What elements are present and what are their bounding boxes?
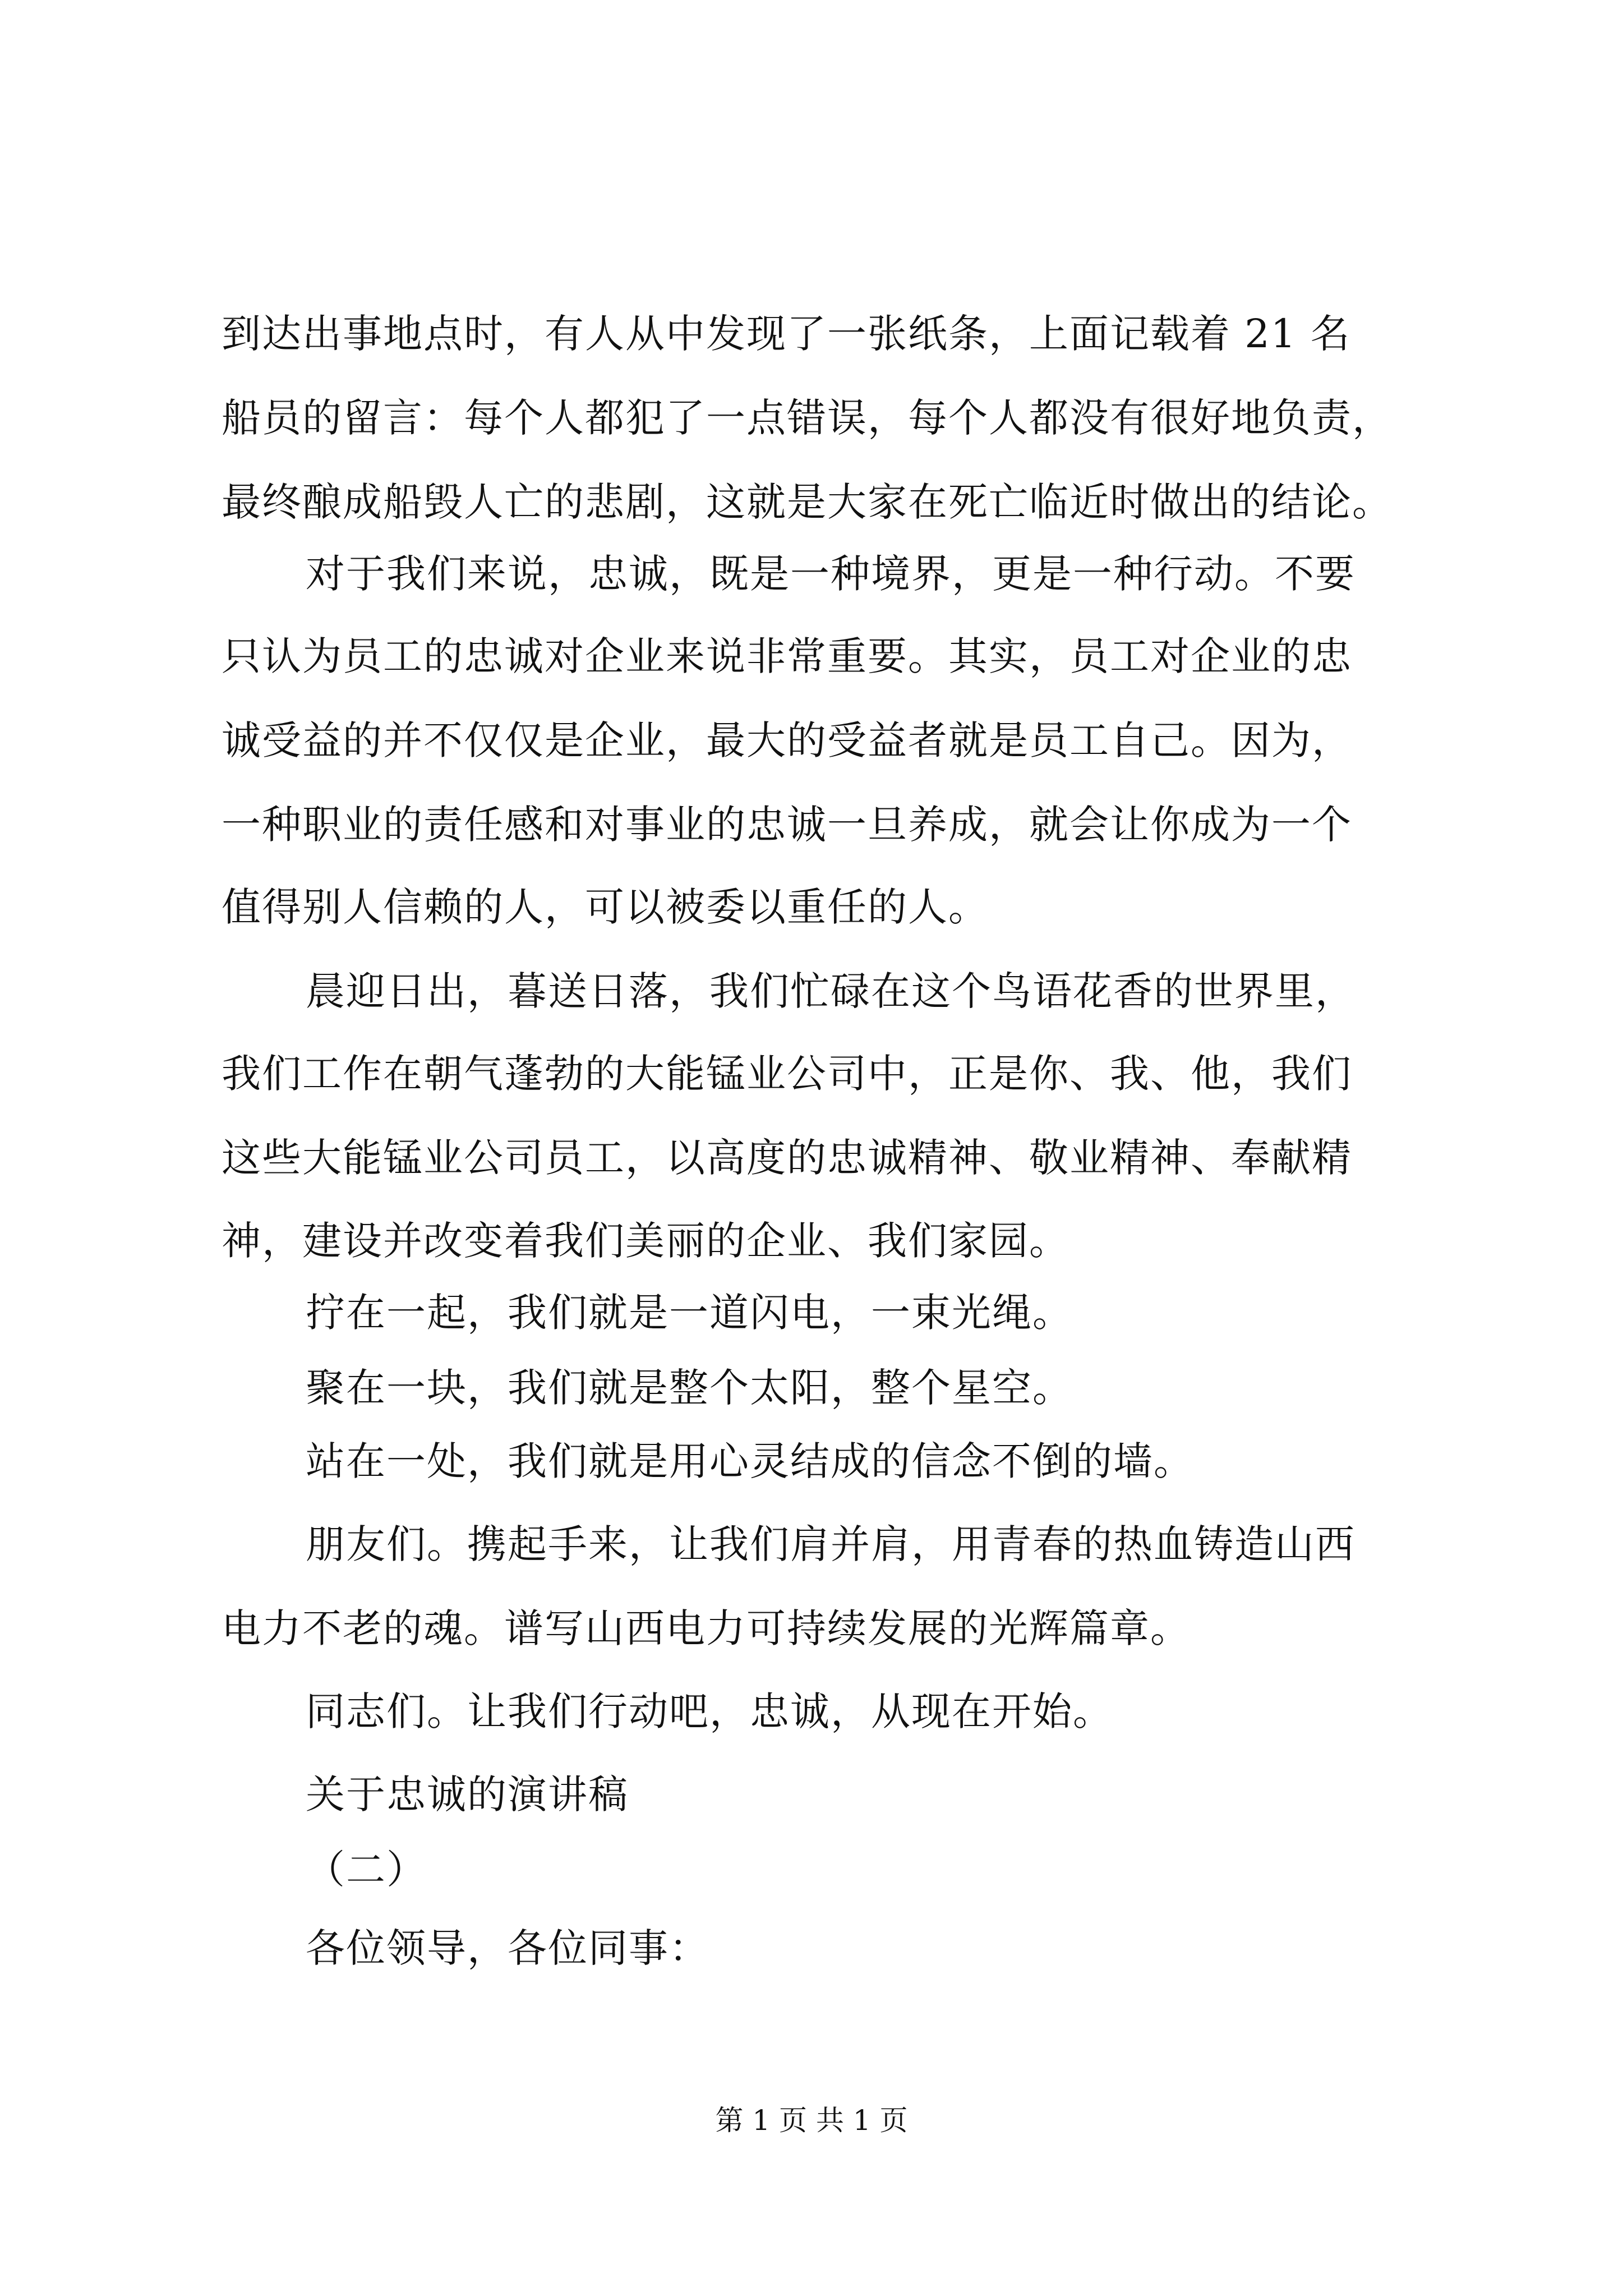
body-line: 电力不老的魂。谱写山西电力可持续发展的光辉篇章。 xyxy=(222,1605,1191,1651)
section-number: （二） xyxy=(306,1847,427,1893)
section-title: 关于忠诚的演讲稿 xyxy=(306,1772,629,1818)
page-footer: 第 1 页 共 1 页 xyxy=(715,2104,908,2137)
body-line: 一种职业的责任感和对事业的忠诚一旦养成，就会让你成为一个 xyxy=(222,802,1352,848)
paragraph-start-line: 朋友们。携起手来，让我们肩并肩，用青春的热血铸造山西 xyxy=(306,1521,1355,1567)
body-line: 船员的留言：每个人都犯了一点错误，每个人都没有很好地负责， xyxy=(222,395,1393,441)
paragraph-start-line: 对于我们来说，忠诚，既是一种境界，更是一种行动。不要 xyxy=(306,551,1355,597)
paragraph-line: 站在一处，我们就是用心灵结成的信念不倒的墙。 xyxy=(306,1438,1194,1484)
paragraph-line: 拧在一起，我们就是一道闪电，一束光绳。 xyxy=(306,1290,1073,1336)
paragraph-line: 同志们。让我们行动吧，忠诚，从现在开始。 xyxy=(306,1688,1113,1734)
body-line: 神，建设并改变着我们美丽的企业、我们家园。 xyxy=(222,1218,1069,1264)
body-line: 诚受益的并不仅仅是企业，最大的受益者就是员工自己。因为， xyxy=(222,717,1352,763)
salutation-line: 各位领导，各位同事： xyxy=(306,1925,709,1971)
body-line: 我们工作在朝气蓬勃的大能锰业公司中，正是你、我、他，我们 xyxy=(222,1051,1352,1097)
body-line: 到达出事地点时，有人从中发现了一张纸条，上面记载着 21 名 xyxy=(222,311,1351,357)
body-line: 只认为员工的忠诚对企业来说非常重要。其实，员工对企业的忠 xyxy=(222,633,1352,679)
paragraph-start-line: 晨迎日出，暮送日落，我们忙碌在这个鸟语花香的世界里， xyxy=(306,968,1355,1014)
body-line: 这些大能锰业公司员工，以高度的忠诚精神、敬业精神、奉献精 xyxy=(222,1135,1352,1181)
body-line: 值得别人信赖的人，可以被委以重任的人。 xyxy=(222,884,989,930)
paragraph-line: 聚在一块，我们就是整个太阳，整个星空。 xyxy=(306,1365,1073,1411)
body-line: 最终酿成船毁人亡的悲剧，这就是大家在死亡临近时做出的结论。 xyxy=(222,479,1393,525)
